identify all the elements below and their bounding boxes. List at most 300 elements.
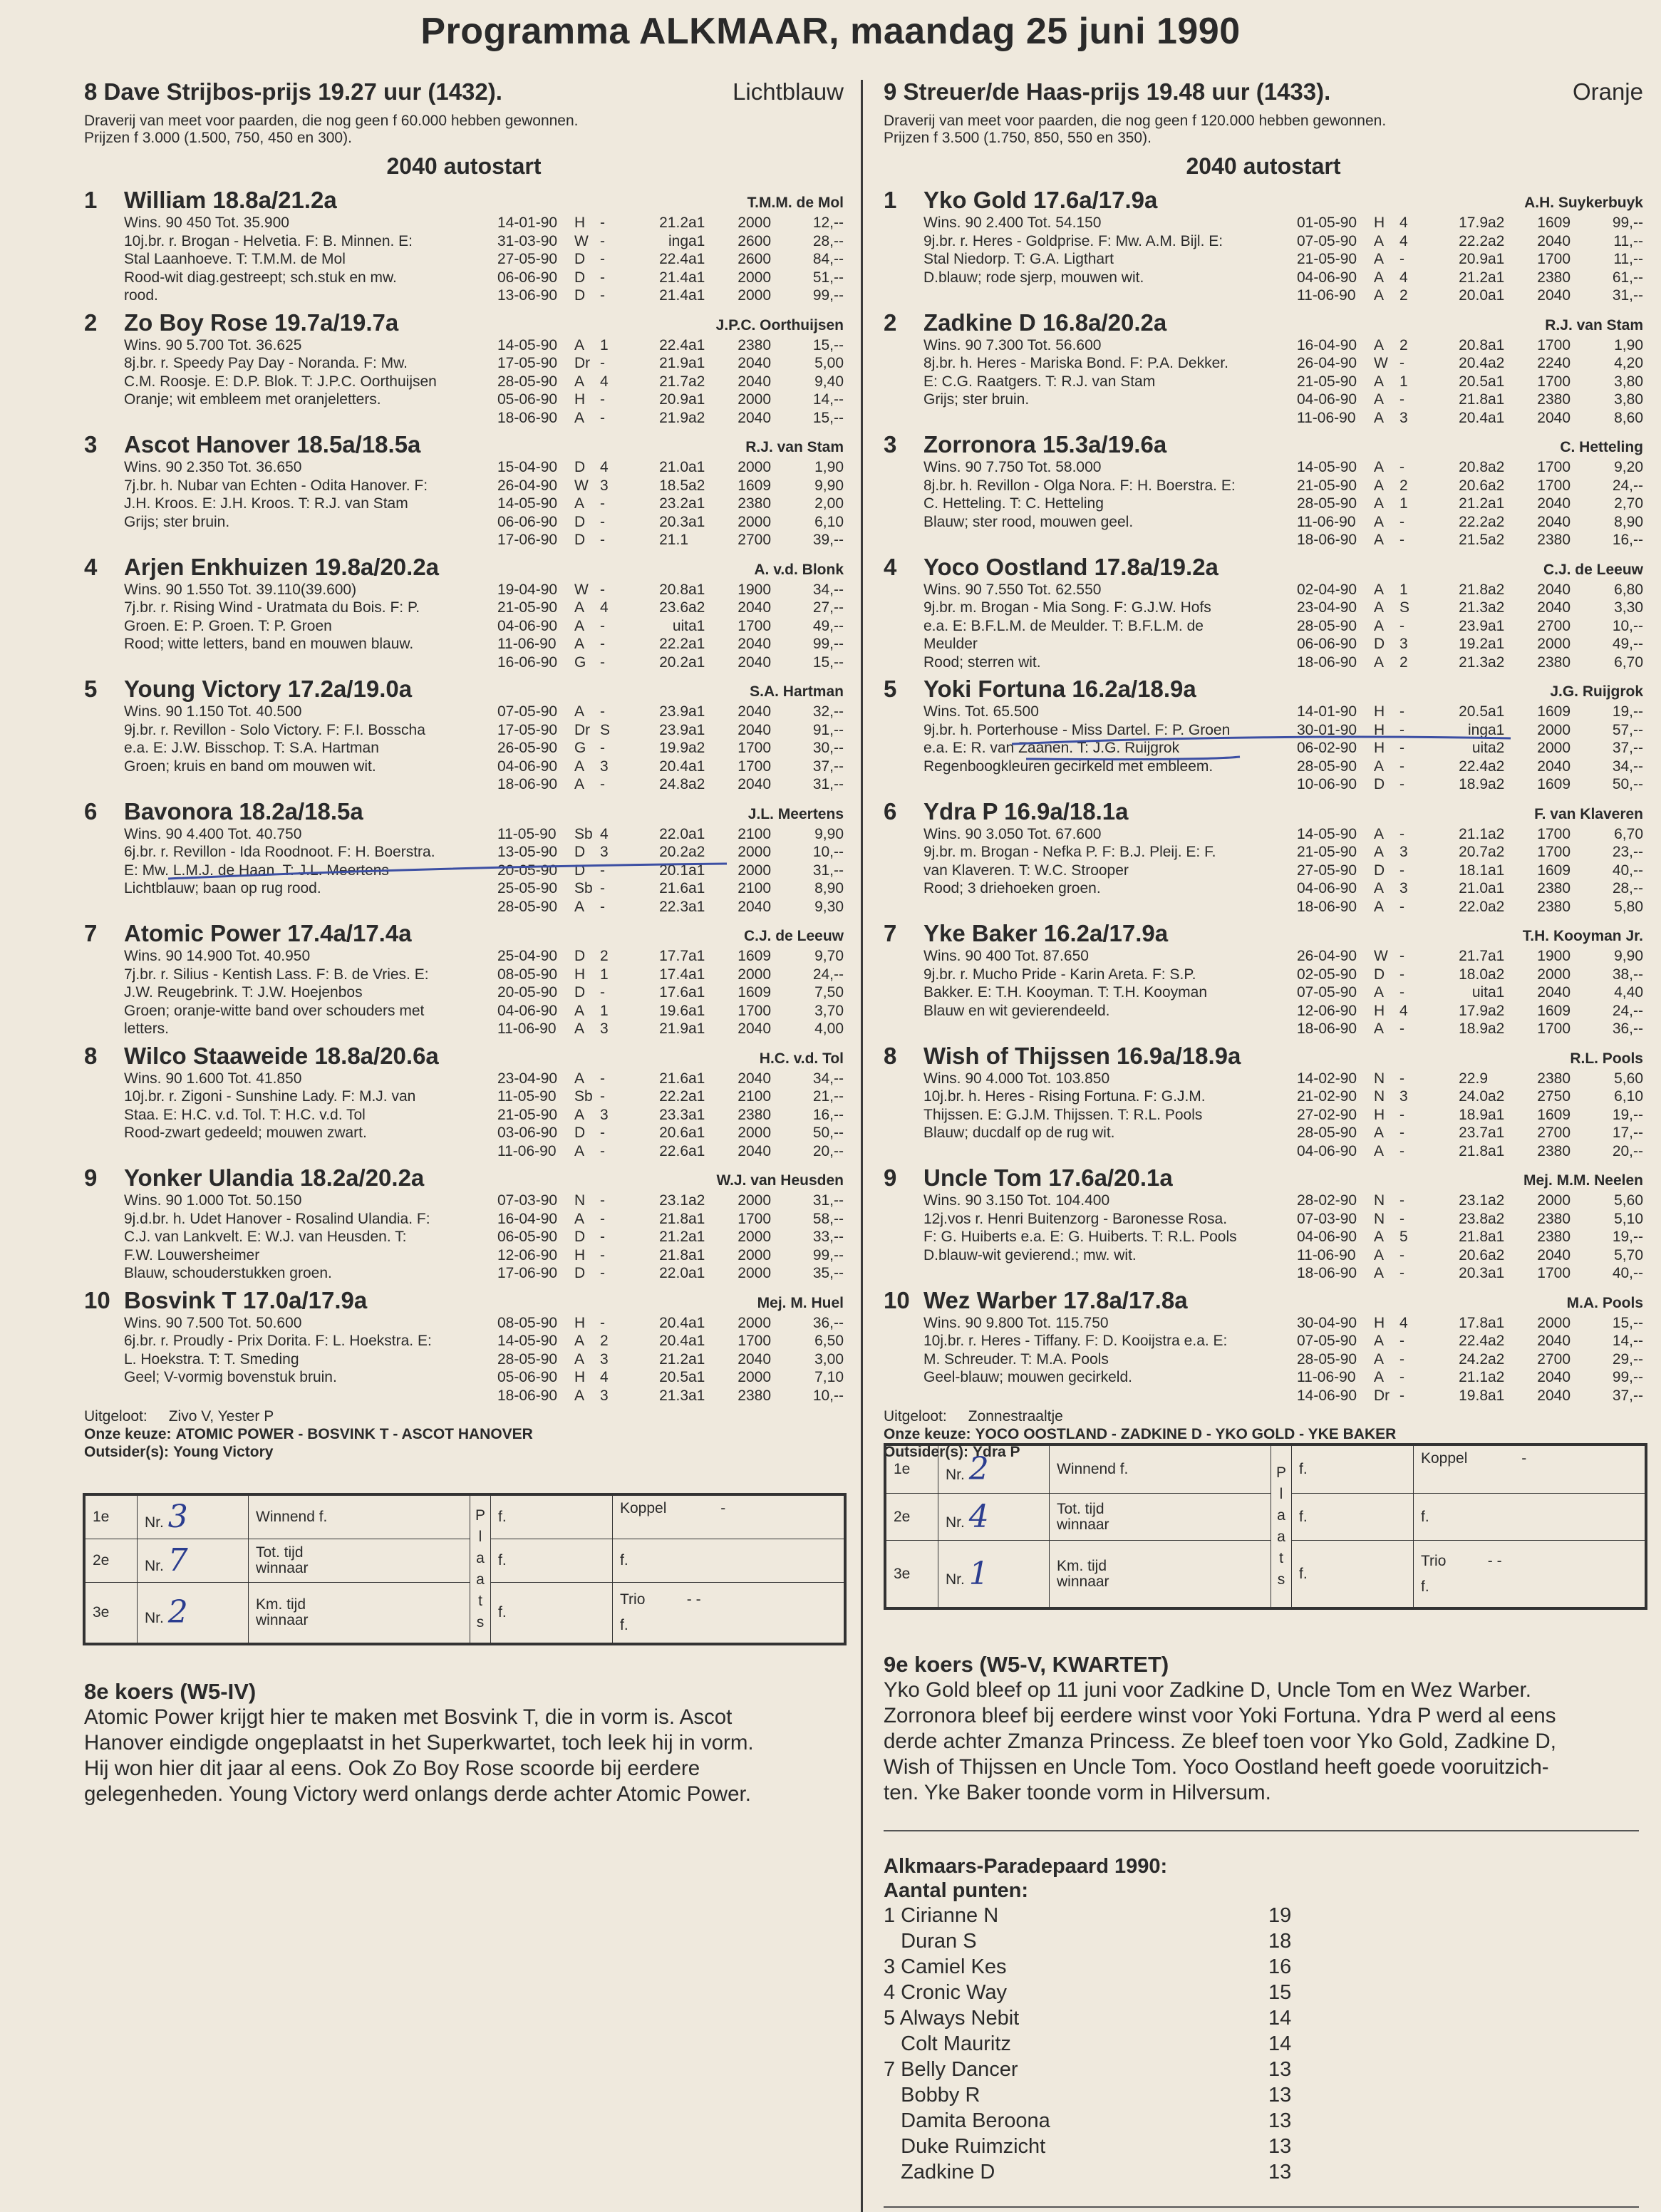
form-cell: 3 (600, 1350, 609, 1368)
form-cell: 21.8 (1459, 581, 1488, 598)
form-cell: 24,-- (812, 966, 844, 983)
form-row (1297, 898, 1643, 916)
koppel-f[interactable]: f. (613, 1539, 844, 1582)
horse-trainer: R.J. van Stam (745, 439, 844, 455)
form-cell: 21.8 (659, 1246, 688, 1263)
form-cell: a2 (1488, 581, 1505, 598)
form-cell: - (1399, 1387, 1404, 1404)
plaats-f-2[interactable]: f. (491, 1539, 613, 1582)
form-cell (1418, 703, 1435, 721)
form-cell: a1 (1488, 703, 1505, 720)
form-cell: 36,-- (812, 1314, 844, 1331)
form-cell: a1 (688, 1106, 705, 1123)
form-cell (688, 531, 718, 549)
form-cell: - (1399, 1070, 1404, 1087)
form-cell: - (600, 215, 605, 231)
form-cell: N (574, 1192, 586, 1209)
koppel-cell[interactable]: Koppel - (1414, 1446, 1645, 1494)
form-cell (1418, 983, 1435, 1002)
form-cell: 21.8 (1459, 1142, 1488, 1159)
race-desc-line: Prijzen f 3.500 (1.750, 850, 550 en 350). (884, 130, 1152, 146)
form-cell: 2000 (738, 391, 771, 408)
nr-cell-3[interactable]: Nr. 2 (138, 1582, 249, 1643)
form-cell: a2 (1488, 513, 1505, 530)
horse-header (84, 1041, 844, 1070)
plaats-f-3[interactable]: f. (491, 1582, 613, 1643)
form-cell: 12-06-90 (1297, 1002, 1357, 1019)
trio-cell[interactable]: Trio - - f. (1414, 1541, 1645, 1608)
form-cell: 2000 (738, 844, 771, 860)
horse-info-line: Wins. 90 7.500 Tot. 50.600 (124, 1314, 302, 1331)
horse-info-line: D.blauw; rode sjerp, mouwen wit. (923, 269, 1144, 286)
form-cell: - (600, 1229, 605, 1245)
form-cell: 2040 (738, 1070, 771, 1087)
form-cell (619, 336, 636, 355)
form-cell: 22.0 (659, 1265, 688, 1281)
form-cell: 21.4 (659, 287, 688, 304)
form-cell: a1 (688, 636, 705, 652)
form-cell: 10,-- (812, 1387, 844, 1404)
form-cell: 15,-- (812, 409, 844, 426)
form-cell (619, 1142, 636, 1161)
form-cell (1418, 1210, 1435, 1229)
form-cell: H (574, 215, 586, 231)
form-cell: 18-06-90 (497, 409, 558, 426)
form-cell: a2 (1488, 477, 1505, 494)
form-row (1297, 947, 1643, 966)
form-cell: 1609 (1537, 215, 1571, 231)
form-cell: 11-06-90 (1297, 1246, 1356, 1263)
form-row (497, 862, 844, 880)
form-cell: a1 (688, 1142, 705, 1159)
horse-info-line: Blauw; ster rood, mouwen geel. (923, 513, 1134, 530)
horse-info-line: 9j.br. r. Heres - Goldprise. F: Mw. A.M. Bijl. E: (923, 232, 1223, 249)
plaats-f-1[interactable]: f. (491, 1496, 613, 1539)
form-cell: 07-05-90 (497, 703, 558, 720)
form-cell: 7,10 (814, 1369, 844, 1385)
horse-info (884, 336, 1297, 428)
commentary-title: 9e koers (W5-V, KWARTET) (884, 1652, 1169, 1677)
nr-cell-3[interactable]: Nr. 1 (938, 1541, 1050, 1608)
form-cell: 30-04-90 (1297, 1314, 1357, 1331)
form-row (1297, 1332, 1643, 1350)
form-cell: 11,-- (1613, 232, 1643, 249)
form-cell (619, 391, 636, 409)
form-row (497, 1228, 844, 1246)
form-cell (1418, 843, 1435, 862)
form-cell: a1 (688, 1210, 705, 1227)
form-row (497, 458, 844, 477)
form-cell (1418, 286, 1435, 305)
horse-entry (884, 1163, 1643, 1283)
form-cell: A (1374, 373, 1385, 390)
form-cell: a2 (1488, 355, 1505, 371)
form-cell: 17-06-90 (497, 1265, 558, 1281)
plaats-f-1[interactable]: f. (1292, 1446, 1414, 1494)
form-cell (1418, 1350, 1435, 1369)
trio-cell[interactable]: Trio - - f. (613, 1582, 844, 1643)
form-row (1297, 966, 1643, 984)
form-cell: 19,-- (1612, 1106, 1643, 1123)
form-cell: 23.1 (1459, 1192, 1488, 1209)
form-cell: 2380 (1537, 880, 1571, 896)
form-cell: 2040 (1537, 984, 1571, 1001)
form-cell: - (1399, 1369, 1404, 1385)
race-desc-line: Prijzen f 3.000 (1.500, 750, 450 en 300). (84, 130, 352, 146)
form-cell: 37,-- (1612, 1387, 1643, 1404)
form-row (497, 531, 844, 549)
form-row (1297, 373, 1643, 391)
parade-row (884, 2159, 1639, 2185)
form-cell: 2040 (1537, 287, 1571, 304)
horse-number: 3 (84, 431, 98, 458)
horse-entry (884, 552, 1643, 672)
form-cell: a1 (688, 1314, 705, 1331)
horse-form-table (1297, 1314, 1643, 1405)
form-row (1297, 653, 1643, 672)
form-cell: 40,-- (1612, 1265, 1643, 1281)
horse-info (884, 581, 1297, 672)
horse-name-line (84, 1043, 439, 1070)
nr-cell-1[interactable]: Nr. 2 (938, 1446, 1050, 1494)
form-cell: - (600, 1142, 605, 1159)
form-cell: 1700 (738, 617, 771, 634)
form-cell (619, 653, 636, 672)
form-cell: a1 (688, 287, 705, 304)
form-cell: 8,60 (1614, 409, 1643, 426)
form-cell: - (1399, 513, 1404, 530)
form-cell: a1 (688, 336, 705, 353)
horse-entry (84, 552, 844, 672)
form-row (1297, 758, 1643, 776)
form-row (497, 879, 844, 898)
bottom-rule (884, 2206, 1639, 2208)
horse-info-line: 9j.br. r. Mucho Pride - Karin Areta. F: S.P. (923, 966, 1196, 983)
form-cell: 2040 (738, 355, 771, 371)
form-cell (1418, 862, 1435, 880)
horse-info-line: Stal Laanhoeve. T: T.M.M. de Mol (124, 251, 346, 267)
form-cell: H (574, 966, 586, 983)
form-cell: a1 (688, 495, 705, 512)
horse-header (884, 430, 1643, 458)
form-cell: a1 (688, 355, 705, 371)
form-cell: a1 (1488, 1106, 1505, 1123)
form-cell: 1609 (1537, 1106, 1571, 1123)
horse-name-line (884, 431, 1166, 458)
form-cell: 3 (1399, 880, 1408, 896)
horse-info-line: Wins. 90 3.150 Tot. 104.400 (923, 1192, 1110, 1209)
form-cell: 1 (600, 966, 609, 983)
form-cell: A (1374, 1333, 1385, 1349)
form-cell: 23.3 (659, 1106, 688, 1123)
form-cell: G (574, 740, 586, 756)
form-cell: 2040 (738, 1142, 771, 1159)
form-cell: 14-05-90 (497, 495, 558, 512)
horse-body (884, 703, 1643, 794)
form-cell: 2700 (738, 532, 771, 548)
form-cell: 2040 (738, 599, 771, 616)
form-cell: 2040 (738, 1350, 771, 1368)
form-cell: 2380 (1537, 532, 1571, 548)
form-row (1297, 336, 1643, 355)
form-cell (1418, 617, 1435, 636)
form-cell: A (1374, 1020, 1385, 1037)
nr-cell-2[interactable]: Nr. 4 (938, 1493, 1050, 1541)
plaats-label: P l a a t s (1271, 1446, 1292, 1608)
form-cell: 11-06-90 (1297, 287, 1356, 304)
form-cell: 28,-- (812, 232, 844, 249)
form-cell: 1 (1399, 581, 1408, 598)
form-cell: 4 (600, 599, 609, 616)
keuze-line (84, 1425, 844, 1443)
form-cell: 22.6 (659, 1142, 688, 1159)
form-row (497, 703, 844, 721)
form-cell: 17.7 (659, 948, 688, 964)
form-cell: 02-04-90 (1297, 581, 1357, 598)
parade-row (884, 2082, 1639, 2108)
race-title: 9 Streuer/de Haas-prijs 19.48 uur (1433). (884, 78, 1331, 105)
horse-name: Bavonora 18.2a/18.5a (124, 797, 363, 825)
plaats-f-2[interactable]: f. (1292, 1493, 1414, 1541)
form-cell: 4 (600, 373, 609, 390)
horse-info-line: Regenboogkleuren gecirkeld met embleem. (923, 758, 1214, 775)
form-cell: A (574, 636, 585, 652)
race-color: Oranje (1572, 78, 1643, 105)
form-cell (619, 825, 636, 844)
commentary-race-8 (84, 1679, 847, 1807)
km-tijd-cell: Km. tijd winnaar (249, 1582, 470, 1643)
form-cell: 4 (1399, 215, 1408, 231)
form-row (497, 1070, 844, 1088)
form-cell: 9,90 (814, 477, 844, 494)
form-cell: 2040 (738, 636, 771, 652)
form-cell: 04-06-90 (1297, 391, 1357, 408)
form-cell: D (574, 532, 586, 548)
form-cell: 2380 (738, 1106, 771, 1123)
form-cell: 2,70 (1614, 495, 1643, 512)
form-cell: 2380 (738, 1387, 771, 1404)
form-cell: 15,-- (812, 336, 844, 353)
form-cell: A (1374, 1229, 1385, 1245)
winnend-cell: Winnend f. (1050, 1446, 1271, 1494)
horse-info-line: letters. (124, 1020, 170, 1037)
form-cell: a1 (1488, 1314, 1505, 1331)
form-cell: 99,-- (1612, 215, 1643, 231)
form-cell: 2240 (1537, 355, 1571, 371)
horse-info-line: Groen. E: P. Groen. T: P. Groen (124, 617, 332, 634)
koppel-f[interactable]: f. (1414, 1493, 1645, 1541)
form-cell: 1,90 (814, 459, 844, 475)
form-cell: 27-02-90 (1297, 1106, 1357, 1123)
horse-info (84, 336, 497, 428)
plaats-f-3[interactable]: f. (1292, 1541, 1414, 1608)
form-cell: 2040 (1537, 513, 1571, 530)
form-cell: a2 (1488, 215, 1505, 231)
form-cell: 21.9 (659, 409, 688, 426)
form-cell: 99,-- (812, 1246, 844, 1263)
form-cell: a2 (688, 409, 705, 426)
form-cell: 22.0 (659, 825, 688, 842)
form-cell: A (1374, 1369, 1385, 1385)
form-cell: 9,70 (814, 948, 844, 964)
form-cell: - (600, 1070, 605, 1087)
parade-points: 13 (1268, 2084, 1292, 2107)
form-cell: - (600, 287, 605, 304)
horse-info-line: Bakker. E: T.H. Kooyman. T: T.H. Kooyman (923, 984, 1208, 1001)
form-cell: - (1399, 776, 1404, 792)
form-cell: 2040 (1537, 599, 1571, 616)
form-cell: - (600, 1265, 605, 1281)
form-cell: 50,-- (812, 1125, 844, 1141)
form-cell: 07-03-90 (497, 1192, 558, 1209)
horse-number: 2 (884, 309, 897, 336)
horse-name-line (84, 798, 363, 825)
form-cell: a1 (688, 269, 705, 286)
form-cell: a1 (688, 1229, 705, 1245)
form-row (1297, 250, 1643, 269)
form-cell: D (574, 984, 586, 1001)
horse-number: 4 (884, 553, 897, 580)
horse-info (84, 703, 497, 794)
form-cell: 18-06-90 (1297, 532, 1357, 548)
form-cell: 05-06-90 (497, 391, 558, 408)
form-cell (619, 409, 636, 428)
form-cell: 18-06-90 (1297, 1265, 1357, 1281)
form-cell: - (1399, 1350, 1404, 1368)
nr-cell-2[interactable]: Nr. 7 (138, 1539, 249, 1582)
form-cell: A (1374, 617, 1385, 634)
horse-info-line: D.blauw-wit gevierend.; mw. wit. (923, 1246, 1137, 1263)
form-row (497, 286, 844, 305)
form-row (497, 1106, 844, 1125)
horse-body (884, 1314, 1643, 1405)
form-row (497, 721, 844, 740)
form-cell: - (1399, 1333, 1404, 1349)
form-cell: a2 (1488, 776, 1505, 792)
form-cell: 20.6 (1459, 477, 1488, 494)
commentary-text: Atomic Power krijgt hier te maken met Bosvink T, die in vorm is. Ascot Hanover eindigde ongeplaatst in het Superkwartet, toch leek hij in vorm. Hij won hier dit jaar al eens. Ook Zo Boy Rose scoorde bij eerdere gelegenheden. Young Victory werd onlangs derde achter Atomic Power. (84, 1705, 754, 1806)
form-cell: 3 (600, 758, 609, 775)
horse-name-line (884, 1043, 1241, 1070)
form-cell (1418, 1332, 1435, 1350)
form-cell: 1 (600, 1002, 609, 1019)
parade-points: 15 (1268, 1981, 1292, 2004)
horse-header (84, 185, 844, 214)
horse-info-line: e.a. E: J.W. Bisschop. T: S.A. Hartman (124, 740, 379, 756)
form-row (1297, 391, 1643, 409)
outsider-line (84, 1443, 844, 1461)
form-cell: a2 (1488, 1350, 1505, 1368)
horse-trainer: C.J. de Leeuw (743, 928, 844, 944)
form-cell: - (1399, 532, 1404, 548)
form-row (1297, 1124, 1643, 1142)
form-cell: 99,-- (812, 287, 844, 304)
form-cell: 33,-- (812, 1229, 844, 1245)
form-cell: 12,-- (812, 215, 844, 231)
nr-cell-1[interactable]: Nr. 3 (138, 1496, 249, 1539)
form-cell: a2 (688, 844, 705, 860)
koppel-cell[interactable]: Koppel - (613, 1496, 844, 1539)
form-cell: S (1399, 599, 1410, 616)
form-cell: 34,-- (812, 581, 844, 598)
form-cell (1418, 947, 1435, 966)
horse-entry (84, 430, 844, 549)
form-row (1297, 1246, 1643, 1265)
form-cell: 23.7 (1459, 1125, 1488, 1141)
horse-info-line: E: Mw. L.M.J. de Haan. T: J.L. Meertens (124, 862, 389, 879)
form-cell: A (1374, 1246, 1385, 1263)
form-cell: 3,70 (814, 1002, 844, 1019)
form-cell: a2 (1488, 844, 1505, 860)
form-cell: - (600, 880, 605, 896)
form-cell: - (600, 1125, 605, 1141)
race-title: 8 Dave Strijbos-prijs 19.27 uur (1432). (84, 78, 502, 105)
horse-number: 9 (84, 1164, 98, 1191)
horse-info-line: Grijs; ster bruin. (124, 513, 230, 530)
horse-number: 8 (884, 1042, 897, 1069)
section-rule (884, 1830, 1639, 1831)
form-row (497, 513, 844, 532)
form-cell (619, 599, 636, 617)
form-cell: 23.9 (659, 703, 688, 720)
horse-info-line: L. Hoekstra. T: T. Smeding (124, 1350, 299, 1368)
form-cell (1418, 825, 1435, 844)
horse-header (84, 797, 844, 825)
form-cell: 28-05-90 (497, 373, 558, 390)
form-cell: 22.3 (659, 898, 688, 915)
form-cell: a2 (688, 1192, 705, 1209)
parade-horse: Duke Ruimzicht (884, 2135, 1046, 2158)
horse-name: Yko Gold 17.6a/17.9a (923, 187, 1158, 213)
form-cell: a1 (688, 581, 705, 598)
horse-info-line: Rood-zwart gedeeld; mouwen zwart. (124, 1125, 367, 1141)
horse-number: 4 (84, 553, 98, 580)
form-cell: 21.2 (659, 215, 688, 231)
form-cell: D (1374, 862, 1385, 879)
form-cell: 20.1 (659, 862, 688, 879)
form-cell: 25-04-90 (497, 948, 558, 964)
form-cell: 21.6 (659, 1070, 688, 1087)
horse-info (84, 581, 497, 672)
form-cell (1418, 495, 1435, 513)
form-cell: 4,00 (814, 1020, 844, 1037)
parade-row (884, 2057, 1639, 2082)
form-cell: 1700 (1537, 251, 1571, 267)
form-cell (1418, 898, 1435, 916)
horse-number: 1 (884, 187, 897, 213)
form-cell: 22.2 (659, 1088, 688, 1105)
horse-number: 6 (884, 797, 897, 825)
form-cell: 58,-- (812, 1210, 844, 1227)
horse-info-line: F.W. Louwersheimer (124, 1246, 260, 1263)
form-cell: a2 (1488, 1210, 1505, 1227)
form-cell: 28-02-90 (1297, 1192, 1357, 1209)
form-cell: 2000 (738, 513, 771, 530)
form-cell: 28-05-90 (1297, 617, 1357, 634)
form-cell (619, 286, 636, 305)
parade-horse: Duran S (884, 1930, 977, 1953)
form-cell: 17,-- (1612, 1125, 1643, 1141)
form-cell: 17.9 (1459, 1002, 1488, 1019)
form-cell: 11-06-90 (497, 1020, 557, 1037)
form-cell: A (574, 495, 585, 512)
horse-entry (884, 185, 1643, 305)
parade-row (884, 2108, 1639, 2134)
horse-form-table (1297, 336, 1643, 428)
form-cell: 84,-- (812, 251, 844, 267)
horse-name: Zadkine D 16.8a/20.2a (923, 309, 1167, 336)
horse-entry (84, 308, 844, 428)
